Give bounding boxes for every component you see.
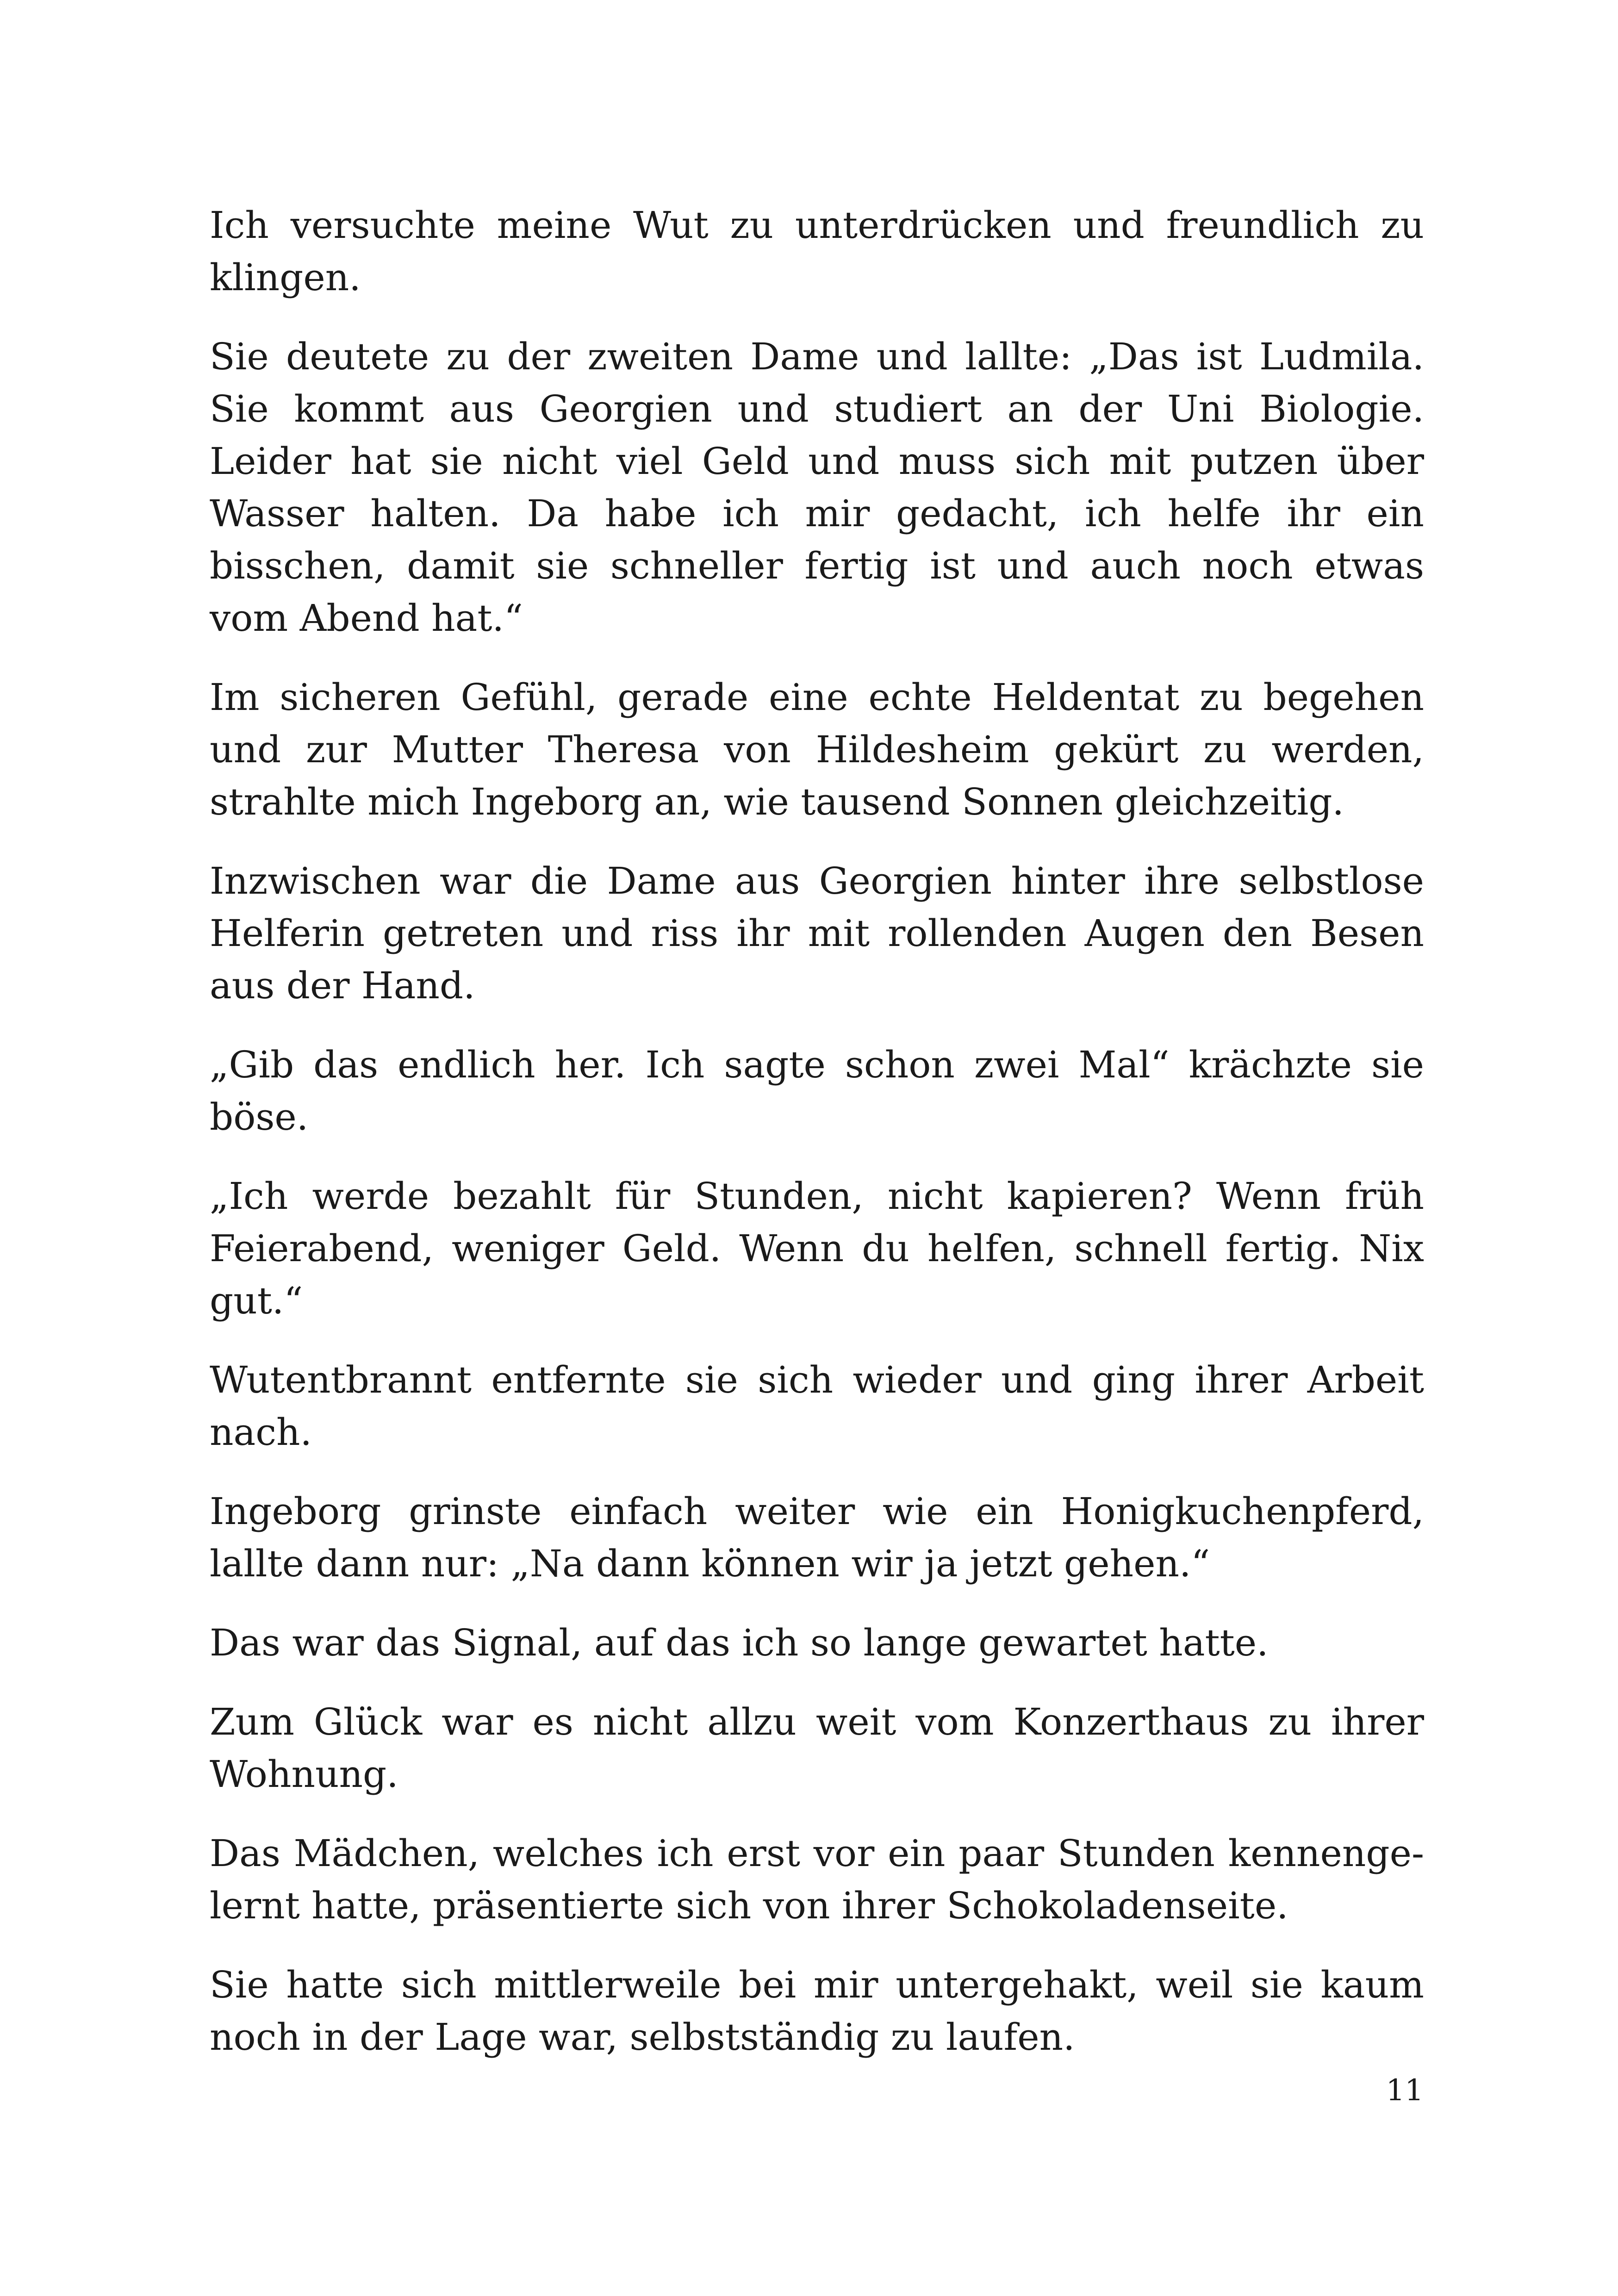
paragraph: Sie hatte sich mittlerweile bei mir untergehakt, weil sie kaum noch in der Lage war, selbstständig zu laufen.: [210, 1963, 1424, 2059]
paragraph: „Gib das endlich her. Ich sagte schon zwei Mal“ krächzte sie böse.: [210, 1043, 1424, 1139]
page-number: 11: [1386, 2073, 1424, 2108]
paragraph: Zum Glück war es nicht allzu weit vom Konzerthaus zu ihrer Wohnung.: [210, 1700, 1424, 1796]
body-text: [210, 199, 1424, 2090]
paragraph: „Ich werde bezahlt für Stunden, nicht kapieren? Wenn früh Feierabend, weniger Geld. Wenn du helfen, schnell fertig. Nix gut.“: [210, 1175, 1424, 1322]
paragraph: Wutentbrannt entfernte sie sich wieder und ging ihrer Arbeit nach.: [210, 1358, 1424, 1454]
paragraph: Inzwischen war die Dame aus Georgien hinter ihre selbstlose Helferin getreten und riss ihr mit rollenden Augen den Besen aus der Hand.: [210, 859, 1424, 1007]
paragraph: Sie deutete zu der zweiten Dame und lallte: „Das ist Ludmila. Sie kommt aus Georgien und studiert an der Uni Biologie. Leider hat sie nicht viel Geld und muss sich mit putzen über Wasser halten. Da habe ich mir gedacht, ich helfe ihr ein bisschen, damit sie schneller fertig ist und auch noch etwas vom Abend hat.“: [210, 335, 1424, 640]
paragraph: Ingeborg grinste einfach weiter wie ein Honigkuchenpferd, lallte dann nur: „Na dann können wir ja jetzt gehen.“: [210, 1490, 1424, 1585]
paragraph: Im sicheren Gefühl, gerade eine echte Heldentat zu begehen und zur Mutter Theresa von Hildesheim gekürt zu werden, strahlte mich Ingeborg an, wie tausend Sonnen gleichzeitig.: [210, 676, 1424, 823]
paragraph: Das Mädchen, welches ich erst vor ein paar Stunden kennengelernt hatte, präsentierte sich von ihrer Schokoladenseite.: [210, 1832, 1424, 1927]
paragraph: Ich versuchte meine Wut zu unterdrücken und freundlich zu klingen.: [210, 204, 1424, 299]
paragraph: Das war das Signal, auf das ich so lange gewartet hatte.: [210, 1621, 1269, 1664]
